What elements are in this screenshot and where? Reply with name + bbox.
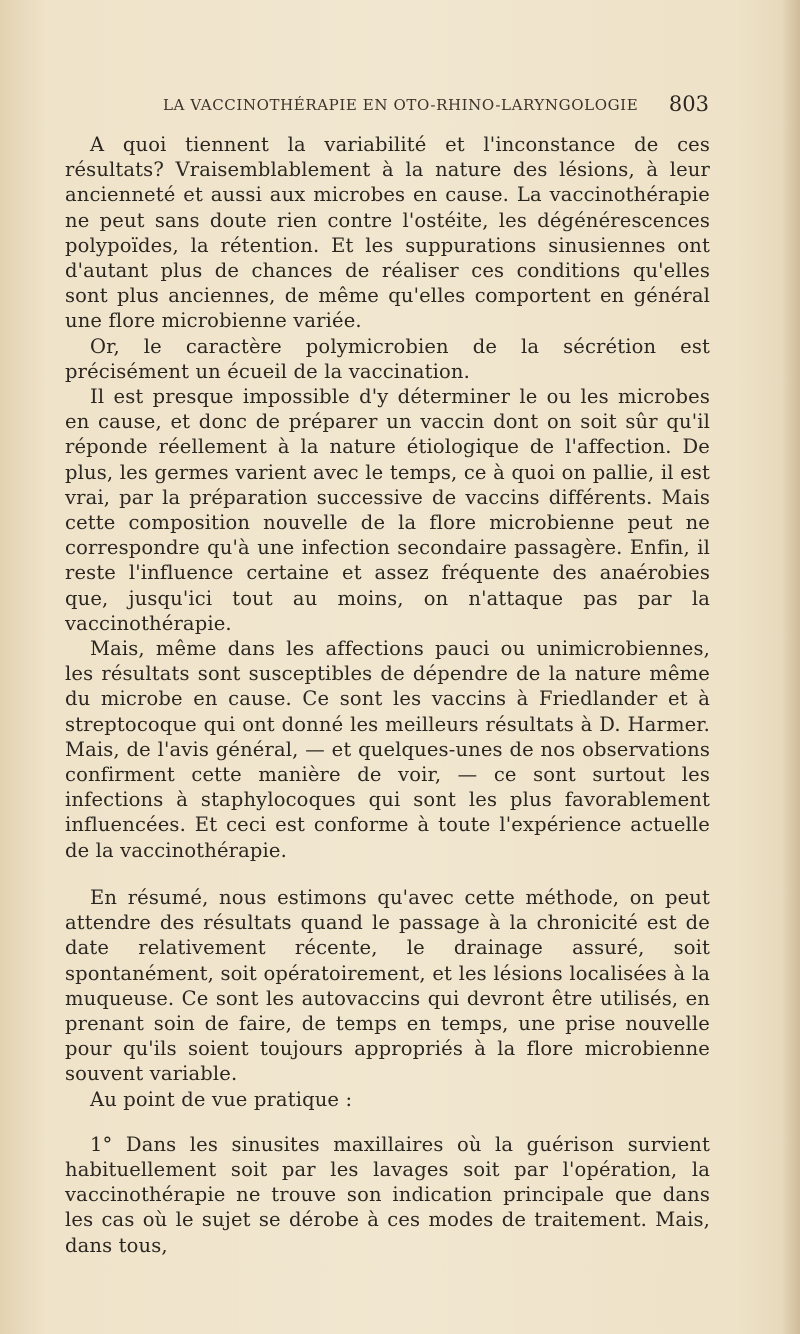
- paragraph-practical-heading: Au point de vue pratique :: [90, 1087, 353, 1111]
- paragraph-polymicrobial: Or, le caractère polymicrobien de la sécrétion est précisément un écueil de la vaccination.: [65, 334, 710, 383]
- paragraph-variability: A quoi tiennent la variabilité et l'inconstance de ces résultats? Vraisemblablement à la nature des lésions, à leur ancienneté et aussi aux microbes en cause. La vaccinothérapie ne peut sans doute rien contre l'ostéite, les dégénérescences polypoïdes, la rétention. Et les suppurations sinusiennes ont d'autant plus de chances de réaliser ces conditions qu'elles sont plus anciennes, de même qu'elles comportent en général une flore microbienne variée.: [65, 133, 710, 333]
- page-number: 803: [668, 92, 709, 116]
- running-head: [155, 92, 715, 120]
- running-title: LA VACCINOTHÉRAPIE EN OTO-RHINO-LARYNGOLOGIE: [163, 96, 639, 114]
- paragraph-staphylococci: Mais, même dans les affections pauci ou unimicrobiennes, les résultats sont susceptibles de dépendre de la nature même du microbe en cause. Ce sont les vaccins à Friedlander et à streptocoque qui ont donné les meilleurs résultats à D. Harmer. Mais, de l'avis général, — et quelques-unes de nos observations confirment cette manière de voir, — ce sont surtout les infections à staphylocoques qui sont les plus favorablement influencées. Et ceci est conforme à toute l'expérience actuelle de la vaccinothérapie.: [65, 637, 710, 862]
- paragraph-summary: En résumé, nous estimons qu'avec cette méthode, on peut attendre des résultats quand le passage à la chronicité est de date relativement récente, le drainage assuré, soit spontanément, soit opératoirement, et les lésions localisées à la muqueuse. Ce sont les autovaccins qui devront être utilisés, en prenant soin de faire, de temps en temps, une prise nouvelle pour qu'ils soient toujours appropriés à la flore microbienne souvent variable.: [65, 885, 710, 1086]
- paragraph-maxillary-sinusitis: 1° Dans les sinusites maxillaires où la guérison survient habituellement soit par les lavages soit par l'opération, la vaccinothérapie ne trouve son indication principale que dans les cas où le sujet se dérobe à ces modes de traitement. Mais, dans tous,: [65, 1132, 710, 1257]
- paragraph-vaccine-preparation: Il est presque impossible d'y déterminer le ou les microbes en cause, et donc de préparer un vaccin dont on soit sûr qu'il réponde réellement à la nature étiologique de l'affection. De plus, les germes varient avec le temps, ce à quoi on pallie, il est vrai, par la préparation successive de vaccins différents. Mais cette composition nouvelle de la flore microbienne peut ne correspondre qu'à une infection secondaire passagère. Enfin, il reste l'influence certaine et assez fréquente des anaérobies que, jusqu'ici tout au moins, on n'attaque pas par la vaccinothérapie.: [65, 385, 710, 635]
- body-text: [65, 132, 710, 1258]
